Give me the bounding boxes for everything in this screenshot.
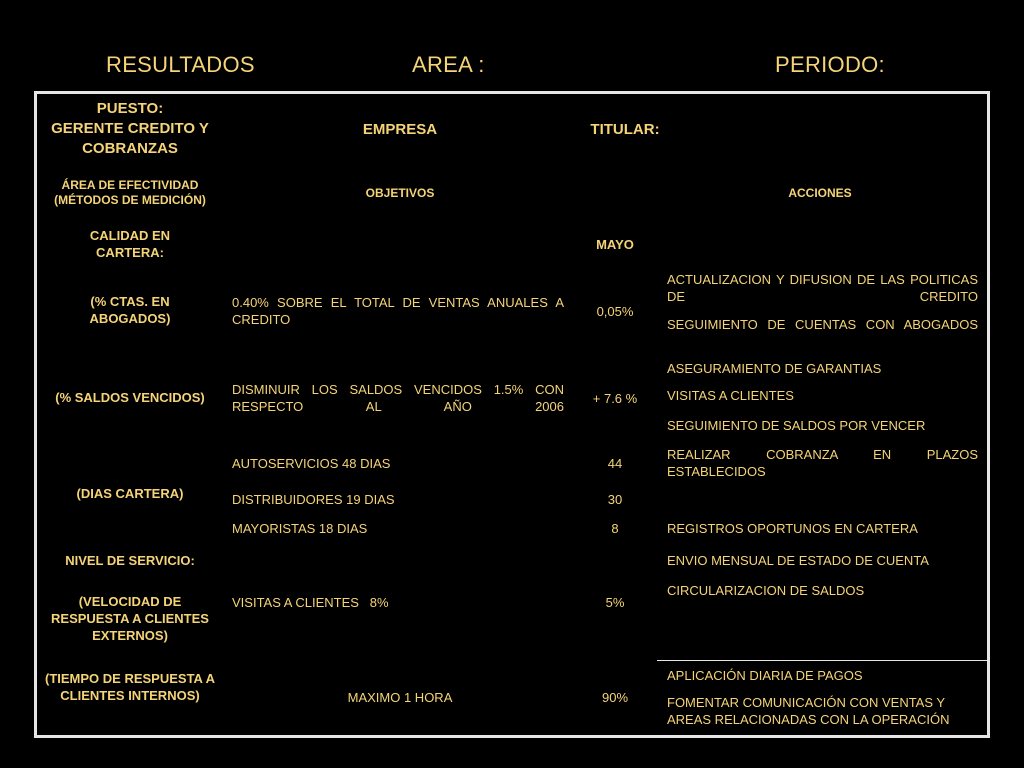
objetivo-distribuidores: DISTRIBUIDORES 19 DIAS xyxy=(232,492,395,507)
accion-realizar-cobranza: REALIZAR COBRANZA EN PLAZOS ESTABLECIDOS xyxy=(667,447,978,479)
area-saldos-vencidos: (% SALDOS VENCIDOS) xyxy=(55,390,205,405)
accion-aplicacion-pagos: APLICACIÓN DIARIA DE PAGOS xyxy=(667,668,863,683)
title-resultados: RESULTADOS xyxy=(106,52,255,77)
valor-maximo-hora: 90% xyxy=(601,690,629,705)
area-ctas-abogados: (% CTAS. EN ABOGADOS) xyxy=(89,294,171,326)
titular-label: TITULAR: xyxy=(590,121,660,138)
objetivo-visitas-clientes: VISITAS A CLIENTES 8% xyxy=(232,595,389,610)
objetivo-saldos-vencidos: DISMINUIR LOS SALDOS VENCIDOS 1.5% CON RESPECTO AL AÑO 2006 xyxy=(232,382,564,414)
title-area: AREA : xyxy=(412,52,485,77)
column-heading-objetivos: OBJETIVOS xyxy=(365,186,435,200)
valor-visitas-clientes: 5% xyxy=(605,595,625,610)
puesto-value: GERENTE CREDITO Y COBRANZAS xyxy=(51,120,209,157)
valor-autoservicios: 44 xyxy=(607,456,623,471)
column-heading-mayo: MAYO xyxy=(596,237,634,252)
area-dias-cartera: (DIAS CARTERA) xyxy=(76,486,184,501)
row-divider xyxy=(657,660,987,661)
accion-actualizacion-politicas: ACTUALIZACION Y DIFUSION DE LAS POLITICAS DE CREDITO xyxy=(667,272,978,304)
objetivo-mayoristas: MAYORISTAS 18 DIAS xyxy=(232,521,368,536)
area-velocidad-externos: (VELOCIDAD DE RESPUESTA A CLIENTES EXTERNOS) xyxy=(51,594,209,643)
accion-garantias: ASEGURAMIENTO DE GARANTIAS xyxy=(667,361,882,376)
column-heading-area: ÁREA DE EFECTIVIDAD (MÉTODOS DE MEDICIÓN) xyxy=(54,178,206,207)
objetivo-ctas-abogados: 0.40% SOBRE EL TOTAL DE VENTAS ANUALES A CREDITO xyxy=(232,295,564,327)
valor-mayoristas: 8 xyxy=(611,521,619,536)
valor-saldos-vencidos: + 7.6 % xyxy=(592,391,638,406)
title-periodo: PERIODO: xyxy=(775,52,885,77)
accion-visitas-clientes: VISITAS A CLIENTES xyxy=(667,388,794,403)
area-tiempo-internos: (TIEMPO DE RESPUESTA A CLIENTES INTERNOS) xyxy=(45,671,215,703)
accion-circularizacion: CIRCULARIZACION DE SALDOS xyxy=(667,583,865,598)
puesto-label: PUESTO: xyxy=(96,100,164,117)
valor-ctas-abogados: 0,05% xyxy=(596,304,634,319)
objetivo-maximo-hora: MAXIMO 1 HORA xyxy=(347,690,453,705)
area-calidad-cartera: CALIDAD EN CARTERA: xyxy=(89,228,171,260)
empresa-label: EMPRESA xyxy=(362,121,438,138)
accion-seguimiento-abogados: SEGUIMIENTO DE CUENTAS CON ABOGADOS xyxy=(667,317,978,332)
valor-distribuidores: 30 xyxy=(607,492,623,507)
column-heading-acciones: ACCIONES xyxy=(788,186,852,200)
objetivo-autoservicios: AUTOSERVICIOS 48 DIAS xyxy=(232,456,391,471)
accion-saldos-por-vencer: SEGUIMIENTO DE SALDOS POR VENCER xyxy=(667,418,926,433)
area-nivel-servicio: NIVEL DE SERVICIO: xyxy=(65,553,195,568)
accion-envio-estado-cuenta: ENVIO MENSUAL DE ESTADO DE CUENTA xyxy=(667,553,929,568)
accion-registros-oportunos: REGISTROS OPORTUNOS EN CARTERA xyxy=(667,521,918,536)
accion-fomentar-comunicacion: FOMENTAR COMUNICACIÓN CON VENTAS Y AREAS RELACIONADAS CON LA OPERACIÓN xyxy=(667,695,950,727)
